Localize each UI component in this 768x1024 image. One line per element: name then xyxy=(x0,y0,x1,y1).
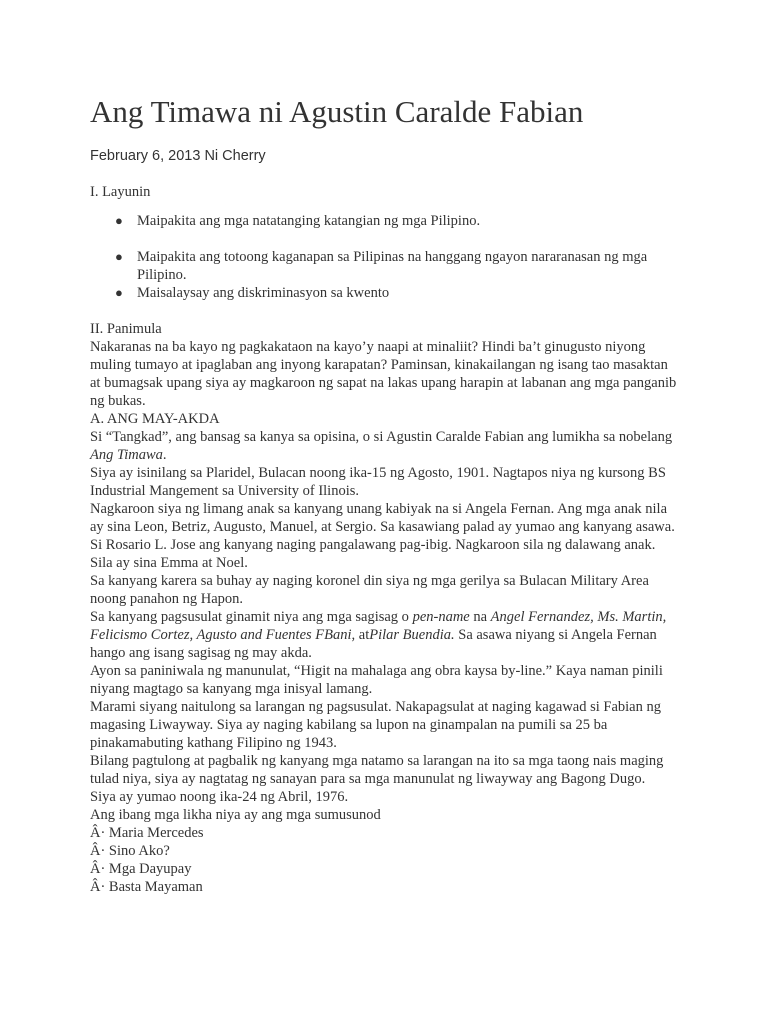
paragraph xyxy=(90,428,680,464)
paragraph: Nagkaroon siya ng limang anak sa kanyang unang kabiyak na si Angela Fernan. Ang mga anak nila ay sina Leon, Betriz, Augusto, Manuel, at Sergio. Sa kasawiang palad ay yumao ang kanyang asawa. Si Rosario L. Jose ang kanyang naging pangalawang pag-ibig. Nagkaroon sila ng dalawang anak. Sila ay sina Emma at Noel. xyxy=(90,501,675,571)
list-item xyxy=(115,284,680,302)
layunin-list xyxy=(90,212,680,302)
may-akda-heading: A. ANG MAY-AKDA xyxy=(90,411,220,427)
paragraph: Siya ay isinilang sa Plaridel, Bulacan noong ika-15 ng Agosto, 1901. Nagtapos niya ng kursong BS Industrial Mangement sa University of Ilinois. xyxy=(90,465,666,499)
paragraph: Ang ibang mga likha niya ay ang mga sumusunod xyxy=(90,807,381,823)
paragraph: Siya ay yumao noong ika-24 ng Abril, 1976. xyxy=(90,789,349,805)
paragraph-text: Sa asawa niyang si Angela Fernan hango ang isang sagisag ng may akda. xyxy=(90,627,657,661)
paragraph: Marami siyang naitulong sa larangan ng pagsusulat. Nakapagsulat at naging kagawad si Fabian ng magasing Liwayway. Siya ay naging kabilang sa lupon na ginampalan na pumili sa 25 ba pinakamabuting kathang Filipino ng 1943. xyxy=(90,699,661,751)
pen-name-pilar: Pilar Buendia. xyxy=(369,627,455,643)
page-title: Ang Timawa ni Agustin Caralde Fabian xyxy=(90,94,584,129)
paragraph: Ayon sa paniniwala ng manunulat, “Higit na mahalaga ang obra kaysa by-line.” Kaya naman pinili niyang magtago sa kanyang mga inisyal lamang. xyxy=(90,663,663,697)
paragraph-text: Sa kanyang pagsusulat ginamit niya ang mga sagisag o xyxy=(90,609,413,625)
paragraph-text: . xyxy=(162,447,167,463)
paragraph-text: na xyxy=(469,609,491,625)
article-body xyxy=(90,320,680,896)
list-item xyxy=(115,212,680,230)
bullet-icon: ● xyxy=(115,213,123,228)
paragraph-text: Si “Tangkad”, ang bansag sa kanya sa opisina, o si Agustin Caralde Fabian ang lumikha sa nobelang xyxy=(90,429,673,445)
novel-title: Ang Timawa xyxy=(90,447,163,463)
paragraph xyxy=(90,608,680,662)
panimula-heading: II. Panimula xyxy=(90,321,162,337)
paragraph-text: at xyxy=(355,627,370,643)
list-item-text: Maisalaysay ang diskriminasyon sa kwento xyxy=(137,285,390,301)
panimula-paragraph: Nakaranas na ba kayo ng pagkakataon na kayo’y naapi at minaliit? Hindi ba’t ginugusto niyong muling tumayo at ipaglaban ang inyong karapatan? Paminsan, kinakailangan ng isang tao masaktan at bumagsak upang siya ay magkaroon ng sapat na lakas upang harapin at labanan ang mga panganib ng bukas. xyxy=(90,339,677,409)
pen-names: Angel Fernandez, Ms. Martin, Felicismo Cortez, Agusto and Fuentes FBani, xyxy=(90,609,667,643)
work-item: Â· Sino Ako? xyxy=(90,843,170,859)
paragraph: Bilang pagtulong at pagbalik ng kanyang mga natamo sa larangan na ito sa mga taong nais maging tulad niya, siya ay nagtatag ng sanayan para sa mga manunulat ng liwayway ang Bagong Dugo. xyxy=(90,753,664,787)
paragraph: Sa kanyang karera sa buhay ay naging koronel din siya ng mga gerilya sa Bulacan Military Area noong panahon ng Hapon. xyxy=(90,573,649,607)
list-item xyxy=(115,248,680,284)
bullet-icon: ● xyxy=(115,249,123,264)
list-item-text: Maipakita ang totoong kaganapan sa Pilipinas na hanggang ngayon nararanasan ng mga Pilipino. xyxy=(137,249,648,283)
list-item-text: Maipakita ang mga natatanging katangian ng mga Pilipino. xyxy=(137,213,481,229)
work-item: Â· Mga Dayupay xyxy=(90,861,192,877)
pen-name-term: pen-name xyxy=(412,609,470,625)
byline: February 6, 2013 Ni Cherry xyxy=(90,148,266,164)
work-item: Â· Basta Mayaman xyxy=(90,879,203,895)
work-item: Â· Maria Mercedes xyxy=(90,825,204,841)
layunin-heading: I. Layunin xyxy=(90,184,151,200)
bullet-icon: ● xyxy=(115,285,123,300)
